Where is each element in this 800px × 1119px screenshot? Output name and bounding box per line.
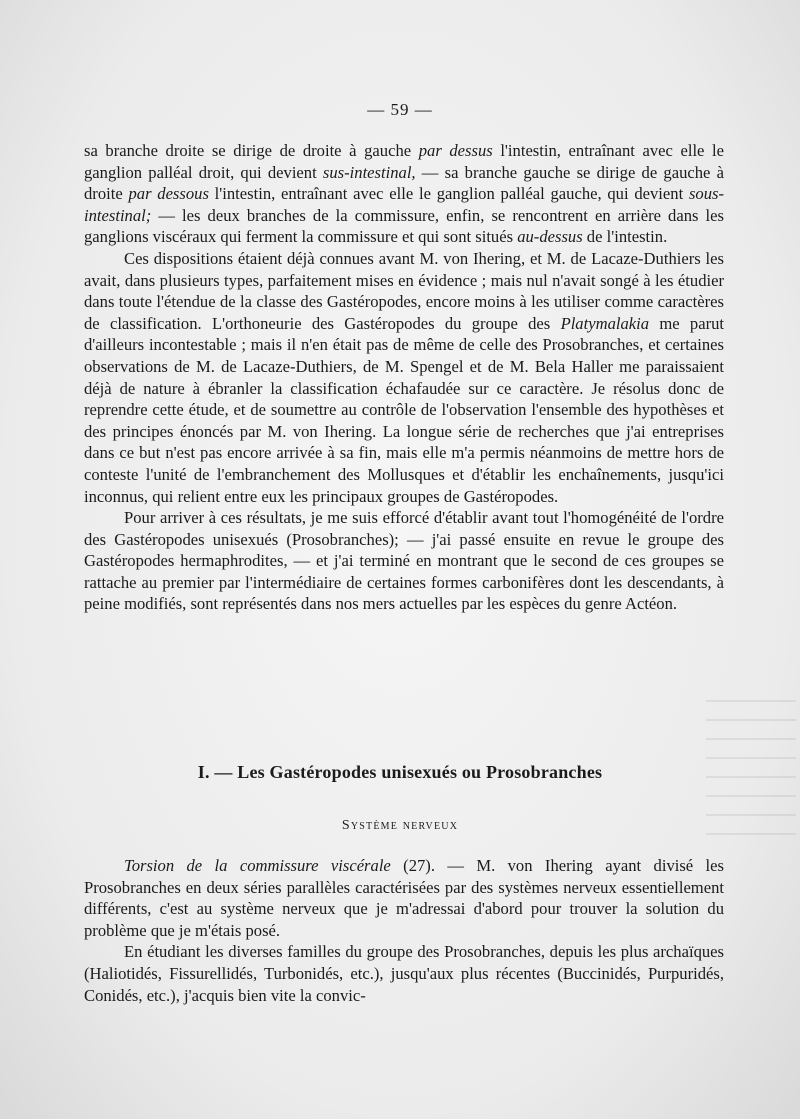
text-block-lower (84, 855, 724, 1006)
paragraph-1: sa branche droite se dirige de droite à gauche par dessus l'intestin, entraînant avec elle le ganglion palléal droit, qui devient sus-intestinal, — sa branche gauche se dirige de gauche à droite par dessous l'intestin, entraînant avec elle le ganglion palléal gauche, qui devient sous-intestinal; — les deux branches de la commissure, enfin, se rencontrent en arrière dans les ganglions viscéraux qui ferment la commissure et qui sont situés au-dessus de l'intestin. (84, 141, 724, 247)
paragraph-5: En étudiant les diverses familles du groupe des Prosobranches, depuis les plus archaïques (Haliotidés, Fissurellidés, Turbonidés, etc.), jusqu'aux plus récentes (Buccinidés, Purpuridés, Conidés, etc.), j'acquis bien vite la convic- (84, 942, 724, 1005)
subsection-heading: Système nerveux (341, 818, 459, 833)
text-block-upper (84, 140, 724, 615)
section-heading: I. — Les Gastéropodes unisexués ou Prosobranches (197, 762, 603, 782)
paragraph-4: Torsion de la commissure viscérale (27). — M. von Ihering ayant divisé les Prosobranches en deux séries parallèles caractérisées par des systèmes nerveux essentiellement différents, c'est au système nerveux que je m'adressai d'abord pour trouver la solution du problème que je m'étais posé. (84, 856, 724, 940)
paragraph-3: Pour arriver à ces résultats, je me suis efforcé d'établir avant tout l'homogénéité de l'ordre des Gastéropodes unisexués (Prosobranches); — j'ai passé ensuite en revue le groupe des Gastéropodes hermaphrodites, — et j'ai terminé en montrant que le second de ces groupes se rattache au premier par l'intermédiaire de certaines formes carbonifères dont les descendants, à peine modifiés, sont représentés dans nos mers actuelles par les espèces du genre Actéon. (84, 508, 724, 614)
paragraph-2: Ces dispositions étaient déjà connues avant M. von Ihering, et M. de Lacaze-Duthiers les avait, dans plusieurs types, parfaitement mises en évidence ; mais nul n'avait songé à les étudier dans toute l'étendue de la classe des Gastéropodes, encore moins à les utiliser comme caractères de classification. L'orthoneurie des Gastéropodes du groupe des Platymalakia me parut d'ailleurs incontestable ; mais il n'en était pas de même de celle des Prosobranches, et certaines observations de M. de Lacaze-Duthiers, de M. Spengel et de M. Bela Haller me paraissaient déjà de nature à ébranler la classification échafaudée sur ce caractère. Je résolus donc de reprendre cette étude, et de soumettre au contrôle de l'observation l'ensemble des hypothèses et des principes énoncés par M. von Ihering. La longue série de recherches que j'ai entreprises dans ce but n'est pas encore arrivée à sa fin, mais elle m'a permis néanmoins de mettre hors de conteste l'unité de l'embranchement des Mollusques et d'établir les enchaînements, jusqu'ici inconnus, qui relient entre eux les principaux groupes de Gastéropodes. (84, 248, 725, 506)
page-number: — 59 — (367, 100, 433, 119)
